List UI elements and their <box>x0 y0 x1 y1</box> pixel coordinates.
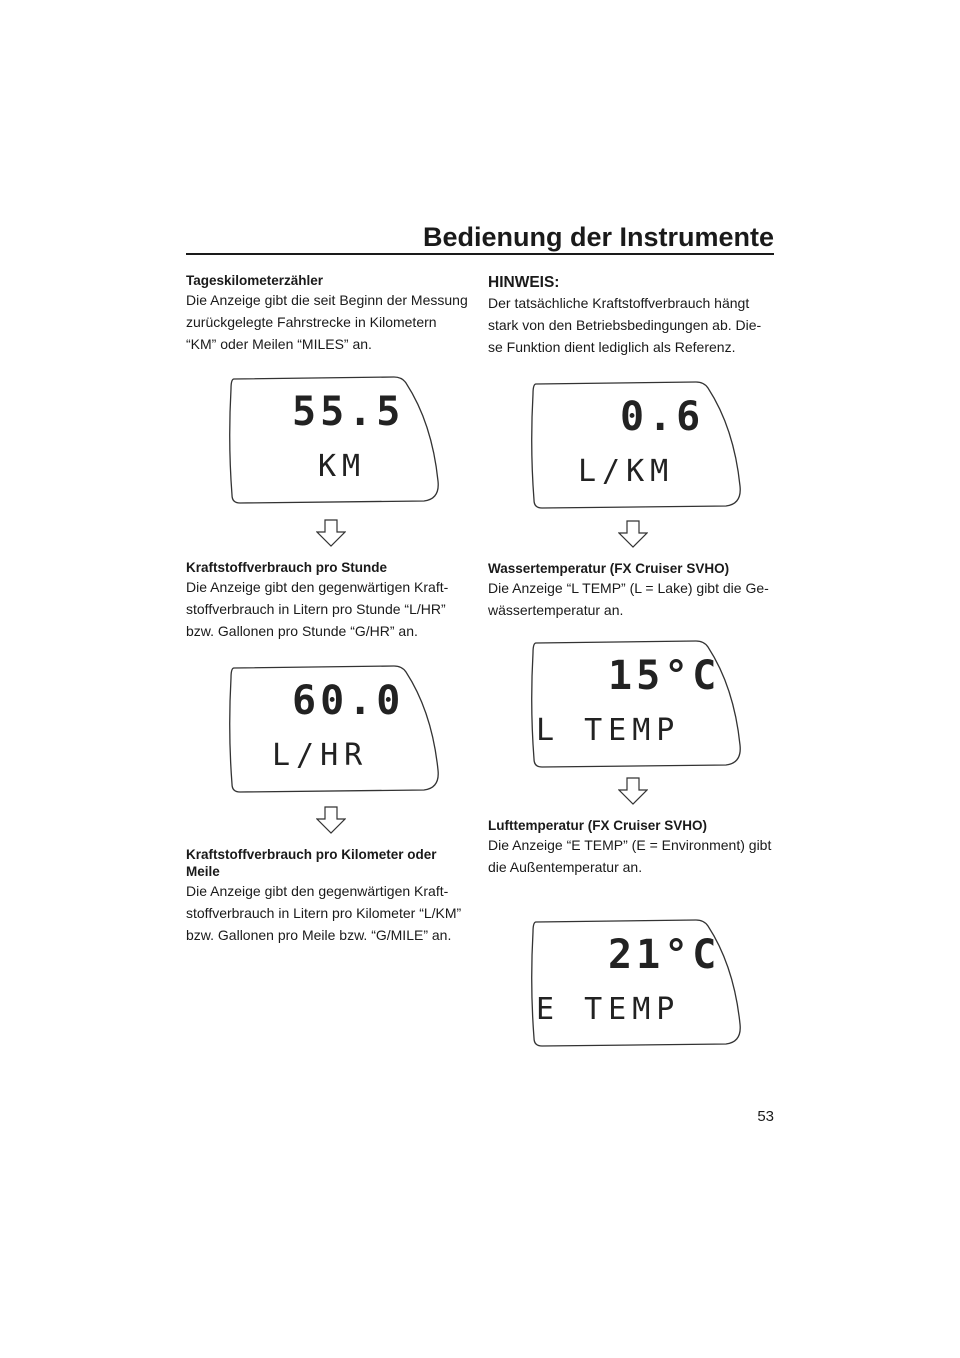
page-title: Bedienung der Instrumente <box>422 222 774 252</box>
note-line-3: se Funktion dient lediglich als Referenz. <box>488 339 736 355</box>
note-line-2: stark von den Betriebsbedingungen ab. Die- <box>488 317 762 333</box>
lcd-fuel-km-value: 0.6 <box>620 394 705 440</box>
note-line-1: Der tatsächliche Kraftstoffverbrauch hängt <box>488 295 750 311</box>
fuel-hour-line-3: bzw. Gallonen pro Stunde “G/HR” an. <box>186 623 418 639</box>
trip-line-1: Die Anzeige gibt die seit Beginn der Messung <box>186 292 468 308</box>
lcd-air-temp-label: E TEMP <box>536 992 681 1027</box>
lcd-air-temp-display <box>528 916 748 1054</box>
lcd-trip-value: 55.5 <box>292 389 405 435</box>
title-rule <box>186 253 774 255</box>
down-arrow-outline-icon <box>618 520 648 548</box>
fuel-km-line-1: Die Anzeige gibt den gegenwärtigen Kraft- <box>186 883 449 899</box>
lcd-trip-display <box>226 373 446 511</box>
fuel-hour-line-1: Die Anzeige gibt den gegenwärtigen Kraft- <box>186 579 449 595</box>
air-temp-line-2: die Außentemperatur an. <box>488 859 643 875</box>
trip-heading: Tageskilometerzähler <box>186 273 324 288</box>
note-heading: HINWEIS: <box>488 274 560 291</box>
fuel-km-heading-1: Kraftstoffverbrauch pro Kilometer oder <box>186 847 437 862</box>
page-number: 53 <box>757 1108 774 1125</box>
down-arrow-outline-icon <box>316 806 346 834</box>
lcd-fuel-hour-display <box>226 662 446 800</box>
lcd-water-temp-display <box>528 637 748 775</box>
fuel-km-line-2: stoffverbrauch in Litern pro Kilometer “L/KM” <box>186 905 462 921</box>
lcd-water-temp-label: L TEMP <box>536 713 681 748</box>
lcd-trip-unit: KM <box>318 449 367 484</box>
trip-line-3: “KM” oder Meilen “MILES” an. <box>186 336 372 352</box>
lcd-fuel-km-display <box>528 378 748 516</box>
down-arrow-outline-icon <box>316 519 346 547</box>
right-column <box>488 272 772 1054</box>
left-column <box>186 272 470 946</box>
water-temp-line-2: wässertemperatur an. <box>488 602 624 618</box>
lcd-water-temp-value: 15°C <box>608 653 721 699</box>
fuel-hour-line-2: stoffverbrauch in Litern pro Stunde “L/HR” <box>186 601 446 617</box>
lcd-air-temp-value: 21°C <box>608 932 721 978</box>
down-arrow-outline-icon <box>618 777 648 805</box>
fuel-km-heading-2: Meile <box>186 864 220 879</box>
water-temp-line-1: Die Anzeige “L TEMP” (L = Lake) gibt die Ge- <box>488 580 769 596</box>
arrow-1 <box>316 519 346 547</box>
lcd-fuel-km-unit: L/KM <box>578 454 675 489</box>
fuel-km-line-3: bzw. Gallonen pro Meile bzw. “G/MILE” an. <box>186 927 452 943</box>
arrow-4 <box>618 777 648 805</box>
water-temp-heading: Wassertemperatur (FX Cruiser SVHO) <box>488 561 730 576</box>
arrow-3 <box>618 520 648 548</box>
air-temp-heading: Lufttemperatur (FX Cruiser SVHO) <box>488 818 708 833</box>
lcd-fuel-hour-value: 60.0 <box>292 678 405 724</box>
trip-line-2: zurückgelegte Fahrstrecke in Kilometern <box>186 314 437 330</box>
lcd-fuel-hour-unit: L/HR <box>272 738 369 773</box>
fuel-hour-heading: Kraftstoffverbrauch pro Stunde <box>186 560 388 575</box>
air-temp-line-1: Die Anzeige “E TEMP” (E = Environment) gibt <box>488 837 772 853</box>
arrow-2 <box>316 806 346 834</box>
